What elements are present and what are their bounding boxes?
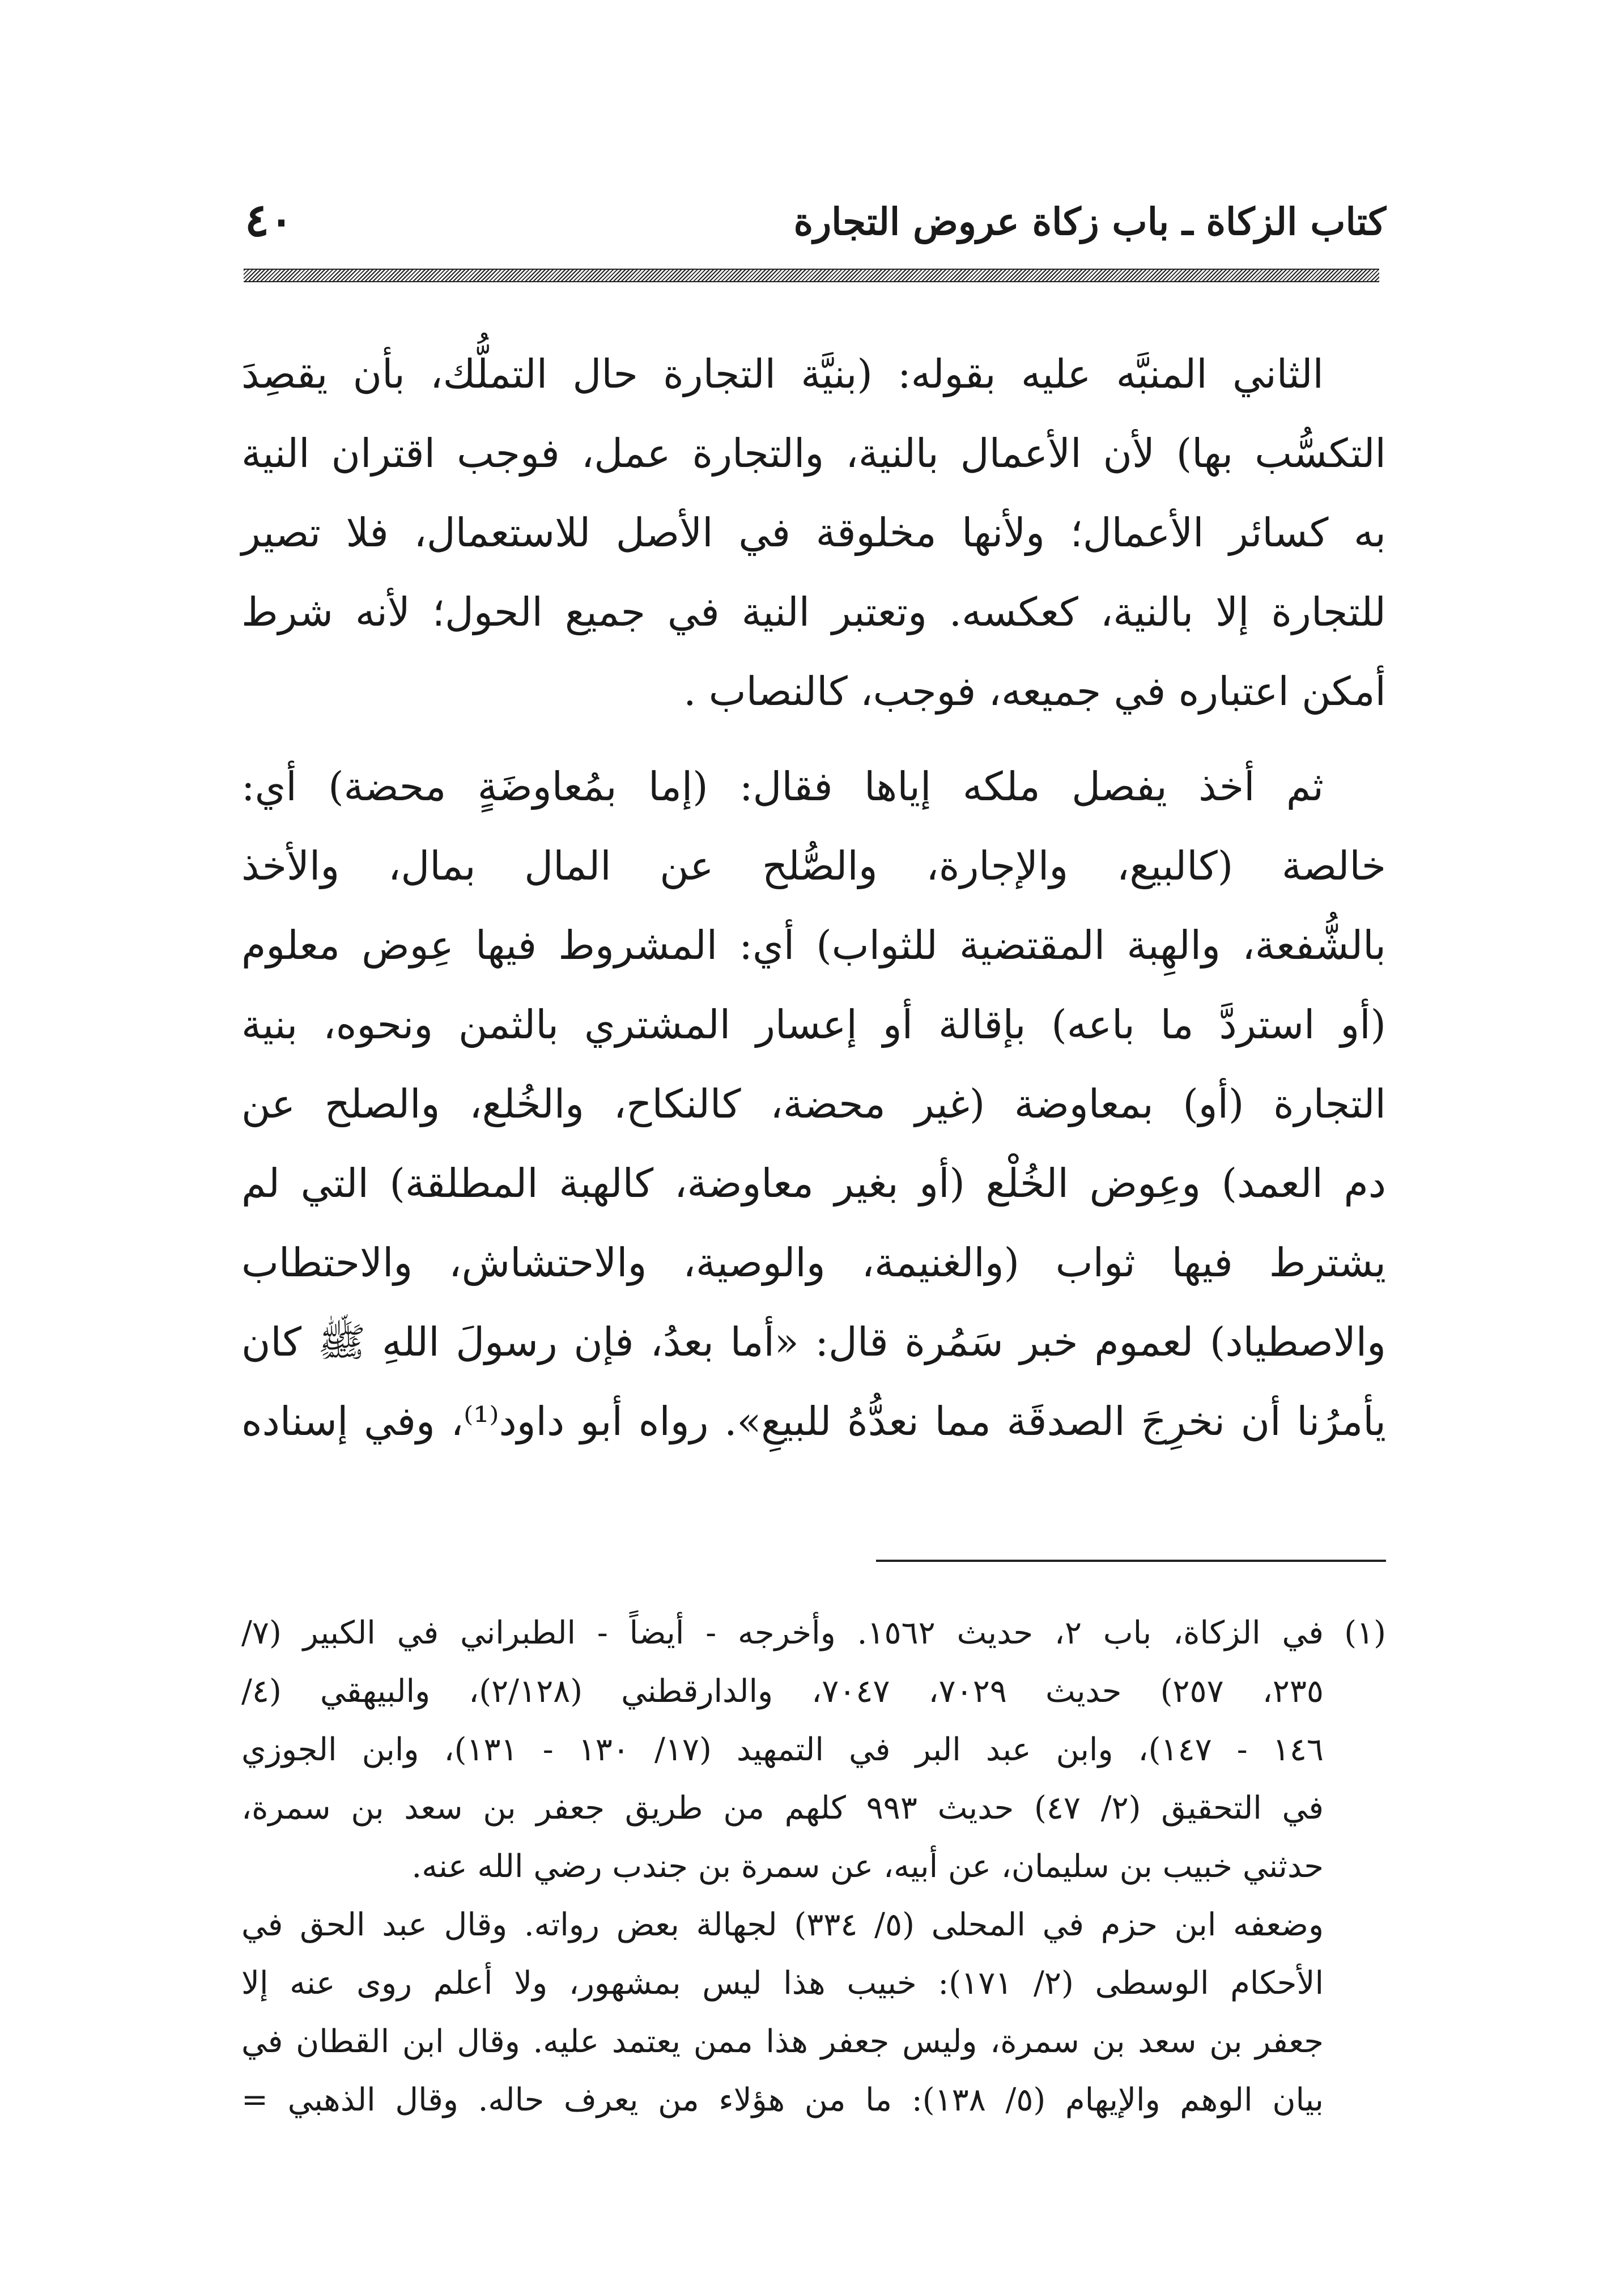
text-line: ثم أخذ يفصل ملكه إياها فقال: (إما بمُعاوضَةٍ محضة) أي: [241, 763, 1324, 810]
text-line: بالشُّفعة، والهِبة المقتضية للثواب) أي: المشروط فيها عِوض معلوم [241, 922, 1386, 969]
page-number: ٤٠ [245, 193, 294, 247]
text-line: للتجارة إلا بالنية، كعكسه. وتعتبر النية في جميع الحول؛ لأنه شرط [241, 589, 1386, 635]
footnote-marker: (١) [1344, 1615, 1386, 1651]
main-text [241, 334, 1386, 1461]
footnote-rule [876, 1560, 1386, 1562]
footnote-line: ١٤٦ - ١٤٧)، وابن عبد البر في التمهيد (١٧/ ١٣٠ - ١٣١)، وابن الجوزي [241, 1731, 1324, 1768]
text-line: التكسُّب بها) لأن الأعمال بالنية، والتجارة عمل، فوجب اقتران النية [241, 430, 1386, 477]
text-line: أمكن اعتباره في جميعه، فوجب، كالنصاب . [683, 668, 1386, 715]
footnotes [241, 1604, 1386, 2129]
footnote-line: الأحكام الوسطى (٢/ ١٧١): خبيب هذا ليس بمشهور، ولا أعلم روى عنه إلا [241, 1965, 1324, 2002]
footnote-line: حدثني خبيب بن سليمان، عن أبيه، عن سمرة بن جندب رضي الله عنه. [411, 1848, 1324, 1885]
footnote-line: وضعفه ابن حزم في المحلى (٥/ ٣٣٤) لجهالة بعض رواته. وقال عبد الحق في [241, 1906, 1324, 1943]
running-title: كتاب الزكاة ـ باب زكاة عروض التجارة [793, 199, 1386, 244]
footnote-line: ٢٣٥، ٢٥٧) حديث ٧٠٢٩، ٧٠٤٧، والدارقطني (٢/١٢٨)، والبيهقي (٤/ [241, 1673, 1324, 1710]
text-line: خالصة (كالبيع، والإجارة، والصُّلح عن المال بمال، والأخذ [241, 843, 1386, 889]
text-line: يشترط فيها ثواب (والغنيمة، والوصية، والاحتشاش، والاحتطاب [241, 1239, 1386, 1286]
text-line: يأمرُنا أن نخرِجَ الصدقَة مما نعدُّهُ للبيعِ». رواه أبو داود⁽¹⁾، وفي إسناده [241, 1398, 1387, 1445]
footnote-line: في التحقيق (٢/ ٤٧) حديث ٩٩٣ كلهم من طريق جعفر بن سعد بن سمرة، [241, 1790, 1324, 1827]
footnote-line [241, 1604, 1386, 1662]
footnote-line: بيان الوهم والإيهام (٥/ ١٣٨): ما من هؤلاء من يعرف حاله. وقال الذهبي = [241, 2082, 1324, 2118]
text-line: التجارة (أو) بمعاوضة (غير محضة، كالنكاح، والخُلع، والصلح عن [241, 1081, 1386, 1127]
paragraph-1 [241, 334, 1386, 731]
header-rule [244, 269, 1379, 282]
text-line: به كسائر الأعمال؛ ولأنها مخلوقة في الأصل للاستعمال، فلا تصير [241, 509, 1386, 556]
paragraph-2 [241, 747, 1386, 1461]
text-line: الثاني المنبَّه عليه بقوله: (بنيَّة التجارة حال التملُّك، بأن يقصِدَ [241, 351, 1324, 397]
text-line: (أو استردَّ ما باعه) بإقالة أو إعسار المشتري بالثمن ونحوه، بنية [241, 1001, 1386, 1048]
footnote-line: جعفر بن سعد بن سمرة، وليس جعفر هذا ممن يعتمد عليه. وقال ابن القطان في [241, 2023, 1324, 2060]
footnote-text: في الزكاة، باب ٢، حديث ١٥٦٢. وأخرجه - أيضاً - الطبراني في الكبير (٧/ [241, 1615, 1324, 1651]
text-line: والاصطياد) لعموم خبر سَمُرة قال: «أما بعدُ، فإن رسولَ اللهِ ﷺ كان [241, 1319, 1386, 1365]
text-line: دم العمد) وعِوض الخُلْع (أو بغير معاوضة، كالهبة المطلقة) التي لم [241, 1160, 1386, 1207]
